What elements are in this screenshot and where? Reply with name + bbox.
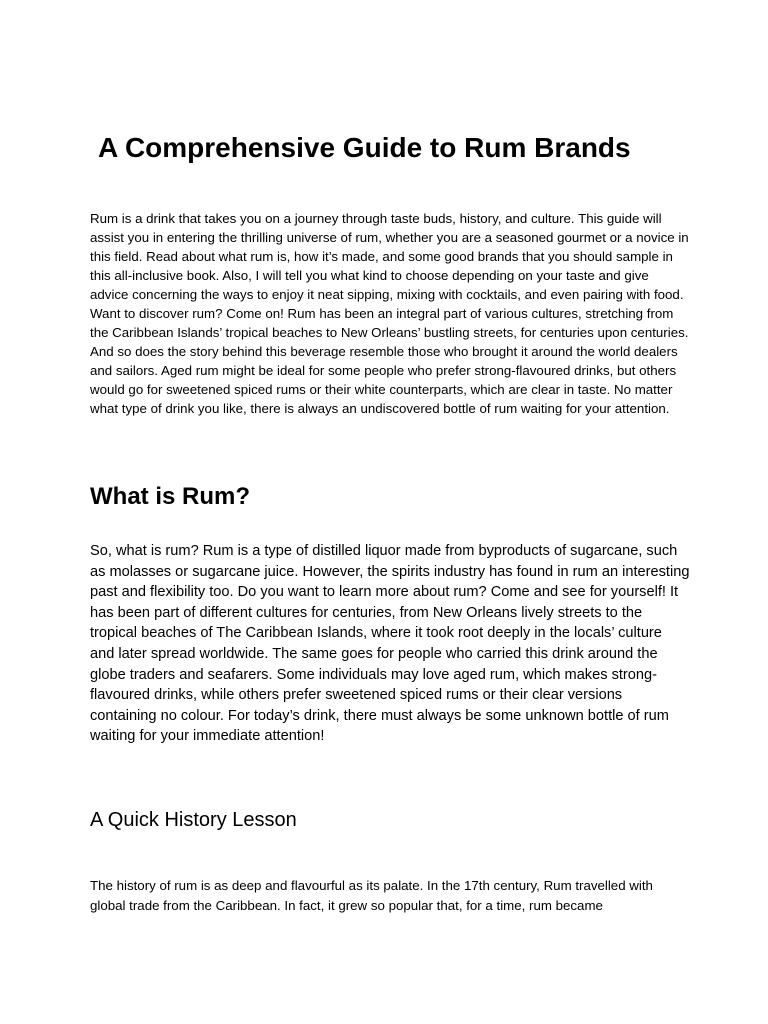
intro-paragraph: Rum is a drink that takes you on a journey through taste buds, history, and culture. This guide will assist you in entering the thrilling universe of rum, whether you are a seasoned gourmet or a novice in this field. Read about what rum is, how it’s made, and some good brands that you should sample in this all-inclusive book. Also, I will tell you what kind to choose depending on your taste and give advice concerning the ways to enjoy it neat sipping, mixing with cocktails, and even pairing with food. Want to discover rum? Come on! Rum has been an integral part of various cultures, stretching from the Caribbean Islands’ tropical beaches to New Orleans’ bustling streets, for centuries upon centuries. And so does the story behind this beverage resemble those who brought it around the world dealers and sailors. Aged rum might be ideal for some people who prefer strong-flavoured drinks, but others would go for sweetened spiced rums or their white counterparts, which are clear in taste. No matter what type of drink you like, there is always an undiscovered bottle of rum waiting for your attention.: [90, 211, 689, 416]
history-paragraph: The history of rum is as deep and flavourful as its palate. In the 17th century, Rum travelled with global trade from the Caribbean. In fact, it grew so popular that, for a time, rum became: [90, 878, 653, 913]
section-heading-history: A Quick History Lesson: [90, 809, 297, 831]
document-title: A Comprehensive Guide to Rum Brands: [98, 132, 631, 163]
section-heading-what-is-rum: What is Rum?: [90, 483, 250, 510]
what-is-rum-paragraph: So, what is rum? Rum is a type of distilled liquor made from byproducts of sugarcane, such as molasses or sugarcane juice. However, the spirits industry has found in rum an interesting past and flexibility too. Do you want to learn more about rum? Come and see for yourself! It has been part of different cultures for centuries, from New Orleans lively streets to the tropical beaches of The Caribbean Islands, where it took root deeply in the locals’ culture and later spread worldwide. The same goes for people who carried this drink around the globe traders and seafarers. Some individuals may love aged rum, which makes strong-flavoured drinks, while others prefer sweetened spiced rums or their clear versions containing no colour. For today’s drink, there must always be some unknown bottle of rum waiting for your immediate attention!: [90, 543, 690, 745]
